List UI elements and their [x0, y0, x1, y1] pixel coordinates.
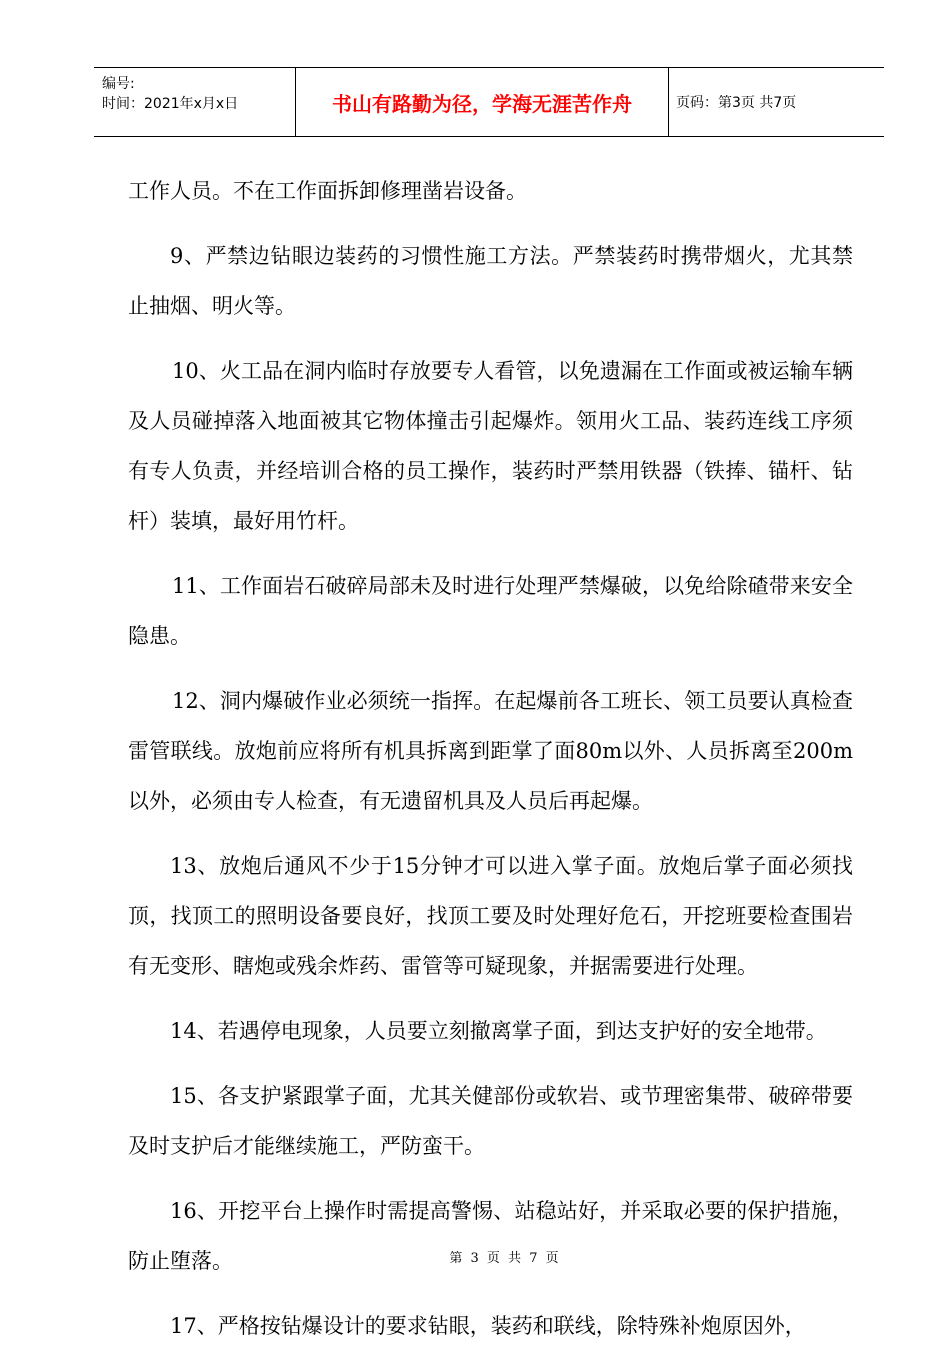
- header-page-info: 页码：第3页 共7页: [676, 95, 797, 111]
- paragraph: 12、洞内爆破作业必须统一指挥。在起爆前各工班长、领工员要认真检查雷管联线。放炮前应将所有机具拆离到距掌了面80m以外、人员拆离至200m以外，必须由专人检查，有无遗留机具及人员后再起爆。: [128, 689, 853, 813]
- paragraph: 工作人员。不在工作面拆卸修理凿岩设备。: [128, 179, 527, 203]
- paragraph: 17、严格按钻爆设计的要求钻眼，装药和联线，除特殊补炮原因外，: [170, 1314, 806, 1338]
- paragraph: 9、严禁边钻眼边装药的习惯性施工方法。严禁装药时携带烟火，尤其禁止抽烟、明火等。: [128, 244, 853, 318]
- document-body: [128, 166, 853, 1366]
- header-meta: [102, 74, 292, 114]
- number-label: 编号:: [102, 76, 135, 92]
- header-divider: [668, 68, 669, 136]
- paragraph: 14、若遇停电现象，人员要立刻撤离掌子面，到达支护好的安全地带。: [170, 1019, 827, 1043]
- paragraph: 15、各支护紧跟掌子面，尤其关健部份或软岩、或节理密集带、破碎带要及时支护后才能继续施工，严防蛮干。: [128, 1084, 853, 1158]
- paragraph: 10、火工品在洞内临时存放要专人看管，以免遗漏在工作面或被运输车辆及人员碰掉落入地面被其它物体撞击引起爆炸。领用火工品、装药连线工序须有专人负责，并经培训合格的员工操作，装药时严禁用铁器（铁捧、锚杆、钻杆）装填，最好用竹杆。: [128, 359, 853, 533]
- page-header: [94, 67, 884, 137]
- paragraph: 16、开挖平台上操作时需提高警惕、站稳站好，并采取必要的保护措施，防止堕落。: [128, 1199, 853, 1273]
- paragraph: 11、工作面岩石破碎局部未及时进行处理严禁爆破，以免给除碴带来安全隐患。: [128, 574, 853, 648]
- page-footer: 第 3 页 共 7 页: [449, 1251, 561, 1266]
- header-motto: 书山有路勤为径，学海无涯苦作舟: [332, 91, 632, 116]
- paragraph: 13、放炮后通风不少于15分钟才可以进入掌子面。放炮后掌子面必须找顶，找顶工的照明设备要良好，找顶工要及时处理好危石，开挖班要检查围岩有无变形、瞎炮或残余炸药、雷管等可疑现象，并据需要进行处理。: [128, 854, 853, 978]
- time-label: 时间：2021年x月x日: [102, 96, 239, 112]
